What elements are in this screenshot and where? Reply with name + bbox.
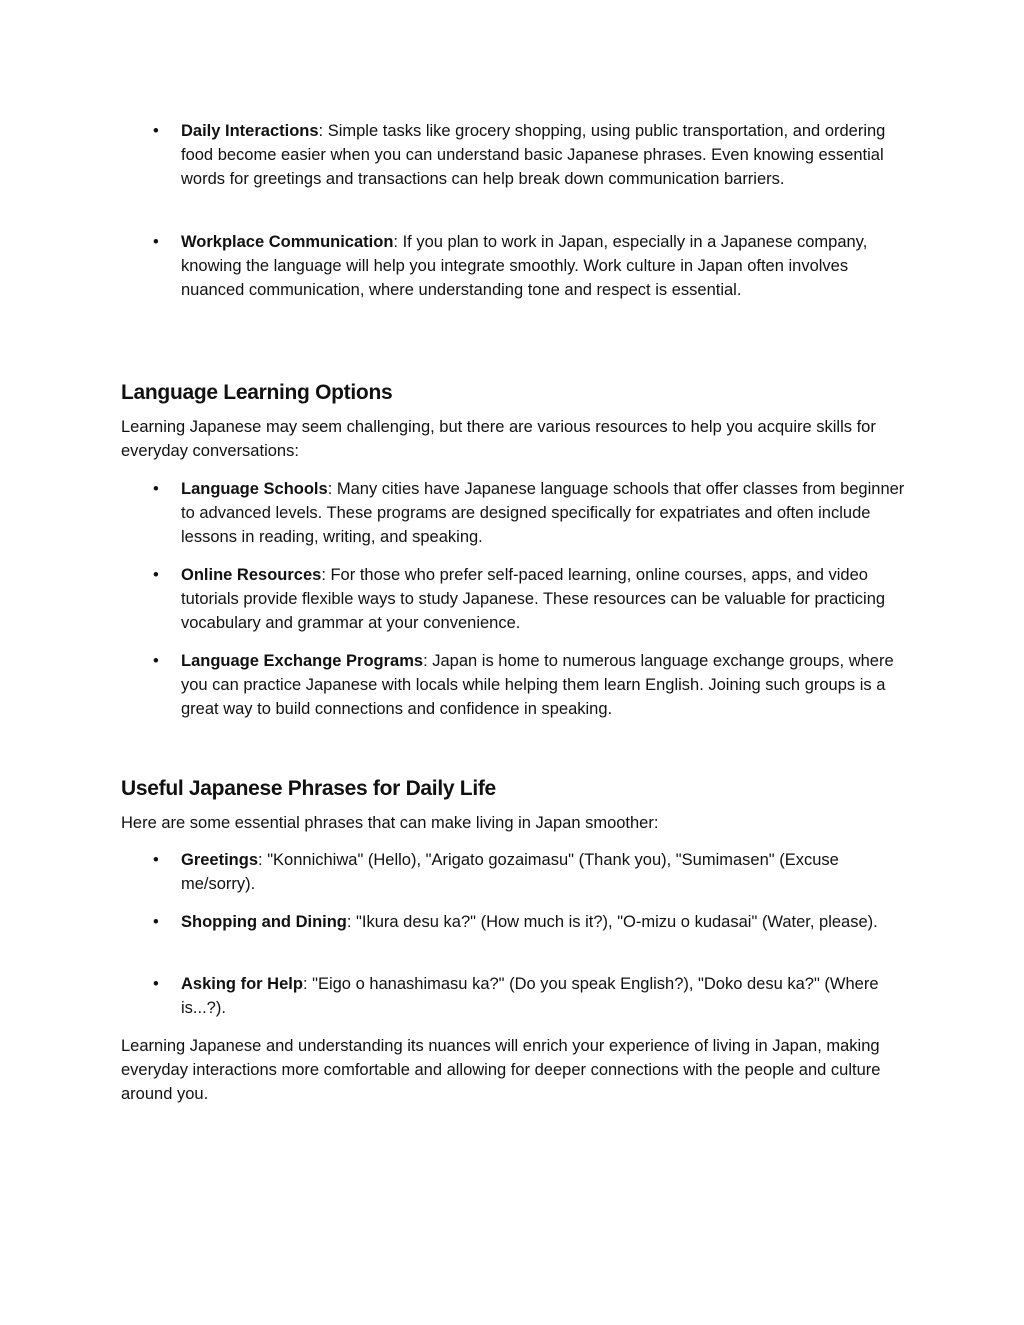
paragraph: Here are some essential phrases that can make living in Japan smoother: bbox=[121, 814, 659, 832]
list-item bbox=[153, 119, 906, 191]
bullet-icon: • bbox=[153, 566, 159, 584]
bullet-icon: • bbox=[153, 233, 159, 251]
list-item bbox=[153, 848, 906, 896]
desc: : Many cities have Japanese language schools that offer classes from beginner to advanced levels. These programs are designed specifically for expatriates and often include lessons in reading, writing, and speaking. bbox=[181, 480, 905, 546]
list-item bbox=[153, 230, 906, 302]
desc: : For those who prefer self-paced learning, online courses, apps, and video tutorials provide flexible ways to study Japanese. These resources can be valuable for practicing vocabulary and grammar at your convenience. bbox=[181, 566, 886, 632]
list-item bbox=[153, 910, 906, 934]
section-heading: Useful Japanese Phrases for Daily Life bbox=[121, 777, 496, 800]
list-item bbox=[153, 477, 906, 549]
closing-paragraph: Learning Japanese and understanding its nuances will enrich your experience of living in Japan, making everyday interactions more comfortable and allowing for deeper connections with the people and culture around you. bbox=[121, 1037, 881, 1103]
desc: : Japan is home to numerous language exchange groups, where you can practice Japanese with locals while helping them learn English. Joining such groups is a great way to build connections and confidence in speaking. bbox=[181, 652, 894, 718]
term: Asking for Help bbox=[181, 975, 303, 993]
term: Greetings bbox=[181, 851, 259, 869]
term: Daily Interactions bbox=[181, 122, 319, 140]
bullet-icon: • bbox=[153, 913, 159, 931]
desc: : "Ikura desu ka?" (How much is it?), "O-mizu o kudasai" (Water, please). bbox=[346, 913, 878, 931]
section-heading: Language Learning Options bbox=[121, 381, 393, 404]
term: Online Resources bbox=[181, 566, 322, 584]
term: Shopping and Dining bbox=[181, 913, 347, 931]
desc: : Simple tasks like grocery shopping, using public transportation, and ordering food become easier when you can understand basic Japanese phrases. Even knowing essential words for greetings and transactions can help break down communication barriers. bbox=[181, 122, 886, 188]
desc: : "Eigo o hanashimasu ka?" (Do you speak English?), "Doko desu ka?" (Where is...?). bbox=[181, 975, 879, 1017]
paragraph: Learning Japanese may seem challenging, but there are various resources to help you acquire skills for everyday conversations: bbox=[121, 418, 876, 460]
bullet-icon: • bbox=[153, 851, 159, 869]
term: Language Exchange Programs bbox=[181, 652, 424, 670]
list-item bbox=[153, 649, 906, 721]
bullet-icon: • bbox=[153, 975, 159, 993]
bullet-icon: • bbox=[153, 122, 159, 140]
bullet-icon: • bbox=[153, 652, 159, 670]
bullet-icon: • bbox=[153, 480, 159, 498]
list-item bbox=[153, 972, 906, 1020]
term: Language Schools bbox=[181, 480, 328, 498]
desc: : If you plan to work in Japan, especially in a Japanese company, knowing the language will help you integrate smoothly. Work culture in Japan often involves nuanced communication, where understanding tone and respect is essential. bbox=[181, 233, 868, 299]
term: Workplace Communication bbox=[181, 233, 394, 251]
desc: : "Konnichiwa" (Hello), "Arigato gozaimasu" (Thank you), "Sumimasen" (Excuse me/sorry). bbox=[181, 851, 839, 893]
list-item bbox=[153, 563, 906, 635]
